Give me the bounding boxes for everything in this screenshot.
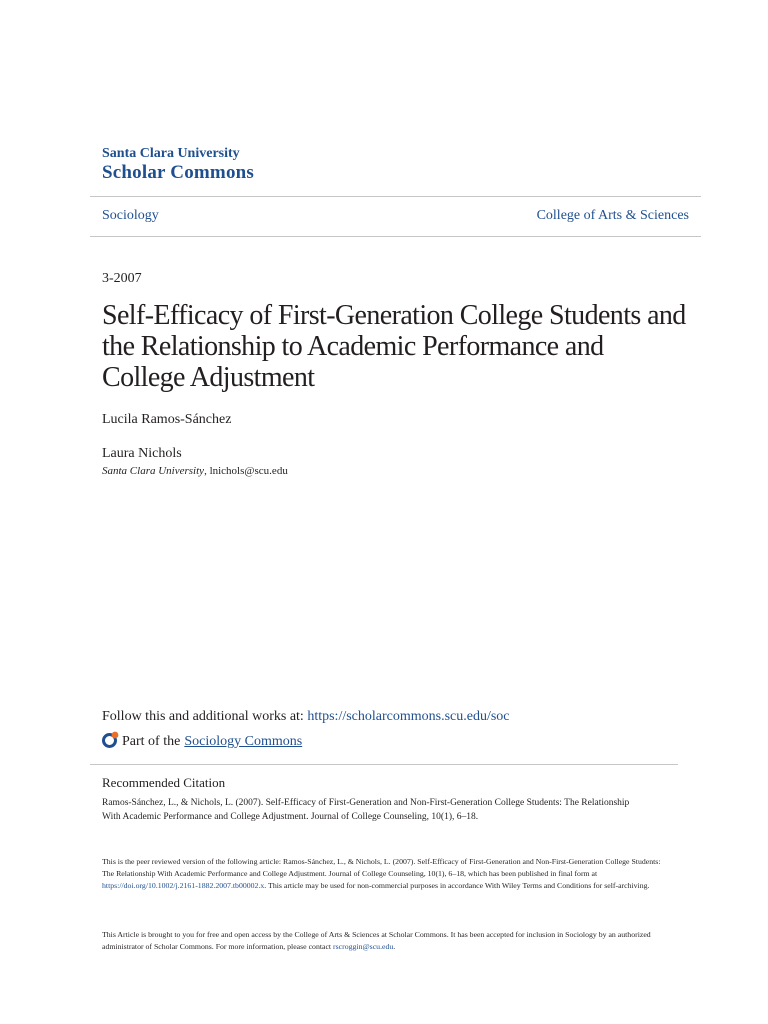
peer-review-text: This is the peer reviewed version of the following article: Ramos-Sánchez, L., & Nichols, L. (2007). Self-Efficacy of First-Generation and Non-First-Generation College Students: The Relationship With Academic Performance and College Adjustment. Journal of College Counseling, 10(1), 6–18, which has been published in final form at xyxy=(102,857,661,879)
doi-link[interactable]: https://doi.org/10.1002/j.2161-1882.2007.tb00002.x xyxy=(102,881,265,891)
peer-review-note xyxy=(102,856,662,893)
commons-network-icon xyxy=(102,731,122,753)
contact-email-link[interactable]: rscroggin@scu.edu xyxy=(333,942,394,952)
follow-label: Follow this and additional works at: xyxy=(102,709,308,724)
follow-line xyxy=(102,709,510,725)
part-of-label: Part of the xyxy=(122,734,181,749)
repository-name[interactable]: Scholar Commons xyxy=(102,162,255,183)
college-link[interactable]: College of Arts & Sciences xyxy=(536,208,689,223)
access-text-end: . xyxy=(393,942,396,952)
access-note xyxy=(102,929,662,953)
affiliation-email: , lnichols@scu.edu xyxy=(204,465,288,477)
divider-citation xyxy=(90,764,678,765)
author-2: Laura Nichols xyxy=(102,446,182,461)
follow-url-link[interactable]: https://scholarcommons.scu.edu/soc xyxy=(307,709,510,724)
author-1: Lucila Ramos-Sánchez xyxy=(102,412,232,427)
university-name: Santa Clara University xyxy=(102,146,240,161)
citation-text: Ramos-Sánchez, L., & Nichols, L. (2007). Self-Efficacy of First-Generation and Non-First-Generation College Students: The Relationship With Academic Performance and College Adjustment. Journal of College Counseling, 10(1), 6–18. xyxy=(102,798,630,822)
citation-heading: Recommended Citation xyxy=(102,775,226,790)
sociology-commons-link[interactable]: Sociology Commons xyxy=(184,734,303,749)
article-title: Self-Efficacy of First-Generation College Students and the Relationship to Academic Performance and College Adjustment xyxy=(102,300,686,393)
divider-bottom xyxy=(90,236,701,237)
author-2-affiliation xyxy=(102,465,288,477)
publication-date: 3-2007 xyxy=(102,271,142,286)
divider-top xyxy=(90,196,701,197)
affiliation-institution: Santa Clara University xyxy=(102,465,205,477)
peer-review-text-end: . This article may be used for non-commercial purposes in accordance With Wiley Terms and Conditions for self-archiving. xyxy=(264,881,650,891)
part-of-line xyxy=(102,731,302,753)
department-link[interactable]: Sociology xyxy=(102,208,159,223)
access-text: This Article is brought to you for free and open access by the College of Arts & Sciences at Scholar Commons. It has been accepted for inclusion in Sociology by an authorized administrator of Scholar Commons. For more information, please contact xyxy=(102,930,651,952)
